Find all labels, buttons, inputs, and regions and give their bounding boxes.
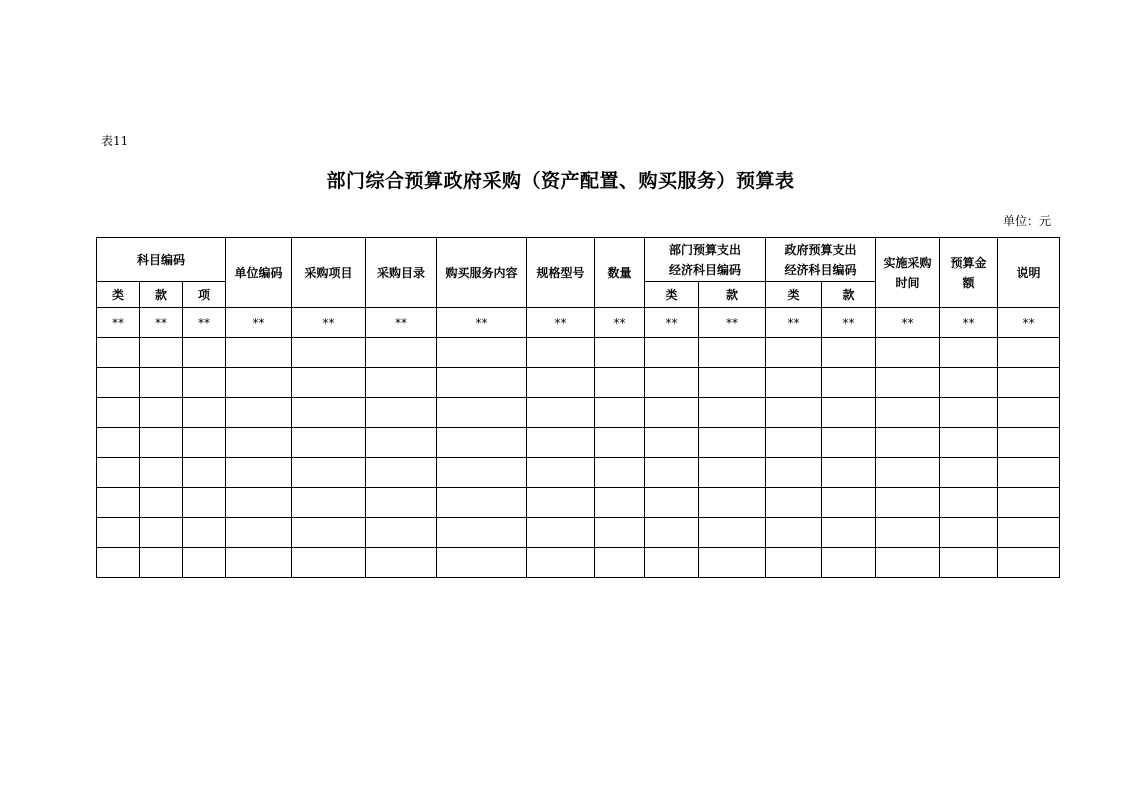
table-row: [97, 368, 1060, 398]
table-cell: [366, 548, 437, 578]
table-number-label: 表11: [101, 134, 129, 148]
table-cell: [645, 518, 699, 548]
table-cell: [292, 488, 366, 518]
table-cell: [366, 458, 437, 488]
table-cell: [940, 368, 998, 398]
table-cell: [226, 338, 292, 368]
table-cell: [226, 488, 292, 518]
header-dept-econ-code: [645, 238, 766, 282]
table-cell: [766, 398, 822, 428]
table-cell: **: [998, 308, 1060, 338]
table-cell: [998, 548, 1060, 578]
table-cell: [183, 398, 226, 428]
table-cell: [822, 458, 876, 488]
table-cell: [940, 338, 998, 368]
table-cell: [527, 548, 595, 578]
table-cell: [97, 548, 140, 578]
table-cell: [437, 428, 527, 458]
table-cell: [766, 338, 822, 368]
header-budget-amount-line1: 预算金: [950, 255, 987, 270]
table-cell: **: [366, 308, 437, 338]
table-cell: [183, 518, 226, 548]
table-cell: [595, 428, 645, 458]
table-cell: [998, 428, 1060, 458]
header-row-1: [97, 238, 1060, 282]
table-cell: [766, 488, 822, 518]
table-cell: [876, 458, 940, 488]
table-cell: **: [940, 308, 998, 338]
table-row: [97, 458, 1060, 488]
table-cell: [527, 368, 595, 398]
header-dept-econ-code-line2: 经济科目编码: [669, 262, 742, 277]
table-cell: [595, 548, 645, 578]
table-row: [97, 488, 1060, 518]
table-cell: [140, 518, 183, 548]
table-cell: [876, 398, 940, 428]
header-gov-econ-code-line2: 经济科目编码: [784, 262, 857, 277]
table-cell: [595, 488, 645, 518]
table-cell: [226, 368, 292, 398]
table-cell: [645, 488, 699, 518]
header-quantity: 数量: [595, 238, 645, 308]
table-cell: **: [183, 308, 226, 338]
table-cell: [97, 458, 140, 488]
table-cell: [766, 518, 822, 548]
header-gov-econ-code: [766, 238, 876, 282]
table-cell: [940, 548, 998, 578]
table-cell: [226, 458, 292, 488]
table-cell: [822, 488, 876, 518]
table-cell: [437, 398, 527, 428]
table-cell: **: [527, 308, 595, 338]
table-cell: **: [437, 308, 527, 338]
table-cell: [183, 368, 226, 398]
table-cell: [822, 368, 876, 398]
table-cell: [366, 398, 437, 428]
table-cell: [292, 548, 366, 578]
table-cell: [226, 518, 292, 548]
table-cell: [527, 518, 595, 548]
table-cell: [366, 488, 437, 518]
table-cell: [998, 398, 1060, 428]
table-cell: [876, 518, 940, 548]
header-procurement-catalog: 采购目录: [366, 238, 437, 308]
table-cell: [876, 488, 940, 518]
table-cell: **: [645, 308, 699, 338]
table-cell: [699, 338, 766, 368]
table-cell: [699, 428, 766, 458]
table-cell: [822, 548, 876, 578]
table-cell: [292, 518, 366, 548]
table-cell: [183, 488, 226, 518]
table-cell: [292, 338, 366, 368]
page-title: 部门综合预算政府采购（资产配置、购买服务）预算表: [326, 170, 795, 192]
header-unit-code: 单位编码: [226, 238, 292, 308]
header-spec-model: 规格型号: [527, 238, 595, 308]
table-cell: [527, 488, 595, 518]
table-cell: [366, 518, 437, 548]
table-cell: [940, 488, 998, 518]
table-cell: [699, 368, 766, 398]
table-row: [97, 548, 1060, 578]
table-cell: [940, 458, 998, 488]
table-cell: [940, 428, 998, 458]
table-cell: [645, 428, 699, 458]
table-cell: [699, 548, 766, 578]
table-cell: [998, 488, 1060, 518]
header-budget-amount: [940, 238, 998, 308]
table-cell: [595, 458, 645, 488]
table-cell: **: [140, 308, 183, 338]
table-cell: [183, 428, 226, 458]
table-cell: [366, 368, 437, 398]
table-cell: [876, 428, 940, 458]
header-dept-econ-code-line1: 部门预算支出: [669, 242, 742, 257]
table-cell: [699, 518, 766, 548]
table-cell: [366, 428, 437, 458]
table-cell: [437, 368, 527, 398]
table-cell: [645, 368, 699, 398]
table-cell: [183, 458, 226, 488]
table-cell: [527, 338, 595, 368]
table-cell: [97, 428, 140, 458]
table-cell: [183, 338, 226, 368]
header-subject-xiang: 项: [183, 282, 226, 308]
table-cell: [766, 458, 822, 488]
table-cell: [645, 548, 699, 578]
header-procurement-item: 采购项目: [292, 238, 366, 308]
table-cell: [97, 488, 140, 518]
header-gov-econ-code-line1: 政府预算支出: [784, 242, 857, 257]
table-cell: **: [822, 308, 876, 338]
table-cell: [527, 428, 595, 458]
table-cell: [876, 338, 940, 368]
placeholder-row: [97, 308, 1060, 338]
table-cell: **: [699, 308, 766, 338]
table-cell: [97, 518, 140, 548]
header-gov-lei: 类: [766, 282, 822, 308]
table-cell: [822, 428, 876, 458]
header-subject-lei: 类: [97, 282, 140, 308]
header-gov-kuan: 款: [822, 282, 876, 308]
header-impl-time-line2: 时间: [895, 275, 920, 290]
table-cell: [645, 398, 699, 428]
table-cell: [822, 398, 876, 428]
table-cell: [645, 458, 699, 488]
header-subject-kuan: 款: [140, 282, 183, 308]
table-cell: **: [595, 308, 645, 338]
table-cell: [437, 488, 527, 518]
table-cell: [437, 458, 527, 488]
table-cell: [699, 398, 766, 428]
table-cell: [140, 368, 183, 398]
table-cell: [183, 548, 226, 578]
table-cell: [527, 458, 595, 488]
table-cell: **: [226, 308, 292, 338]
header-subject-code: 科目编码: [97, 238, 226, 282]
table-cell: [595, 518, 645, 548]
table-cell: [998, 368, 1060, 398]
table-cell: [140, 398, 183, 428]
header-budget-amount-line2: 额: [962, 275, 975, 290]
table-cell: [595, 338, 645, 368]
header-dept-lei: 类: [645, 282, 699, 308]
table-row: [97, 428, 1060, 458]
table-cell: [292, 458, 366, 488]
table-cell: [140, 458, 183, 488]
table-cell: [226, 428, 292, 458]
table-cell: [97, 338, 140, 368]
table-cell: [226, 548, 292, 578]
table-cell: [437, 548, 527, 578]
table-row: [97, 398, 1060, 428]
table-cell: [97, 398, 140, 428]
table-cell: [998, 338, 1060, 368]
header-service-content: 购买服务内容: [437, 238, 527, 308]
table-cell: [437, 518, 527, 548]
table-cell: [766, 548, 822, 578]
table-cell: [699, 458, 766, 488]
table-cell: [940, 518, 998, 548]
table-cell: **: [876, 308, 940, 338]
table-cell: [998, 518, 1060, 548]
header-impl-time: [876, 238, 940, 308]
table-cell: [876, 368, 940, 398]
table-row: [97, 338, 1060, 368]
table-cell: [366, 338, 437, 368]
table-cell: **: [97, 308, 140, 338]
table-cell: **: [292, 308, 366, 338]
table-cell: [645, 338, 699, 368]
table-cell: [876, 548, 940, 578]
table-cell: **: [766, 308, 822, 338]
table-cell: [140, 548, 183, 578]
table-cell: [292, 428, 366, 458]
table-cell: [766, 428, 822, 458]
table-row: [97, 518, 1060, 548]
table-cell: [140, 338, 183, 368]
budget-table: [96, 237, 1060, 578]
table-cell: [822, 518, 876, 548]
table-cell: [822, 338, 876, 368]
table-cell: [998, 458, 1060, 488]
table-cell: [140, 488, 183, 518]
table-cell: [226, 398, 292, 428]
table-cell: [595, 368, 645, 398]
table-cell: [766, 368, 822, 398]
header-remarks: 说明: [998, 238, 1060, 308]
header-dept-kuan: 款: [699, 282, 766, 308]
table-cell: [97, 368, 140, 398]
unit-label: 单位：元: [1002, 214, 1051, 228]
table-cell: [140, 428, 183, 458]
table-cell: [527, 398, 595, 428]
table-cell: [292, 368, 366, 398]
table-cell: [437, 338, 527, 368]
table-cell: [292, 398, 366, 428]
header-impl-time-line1: 实施采购: [883, 255, 932, 270]
table-cell: [699, 488, 766, 518]
table-cell: [595, 398, 645, 428]
table-cell: [940, 398, 998, 428]
